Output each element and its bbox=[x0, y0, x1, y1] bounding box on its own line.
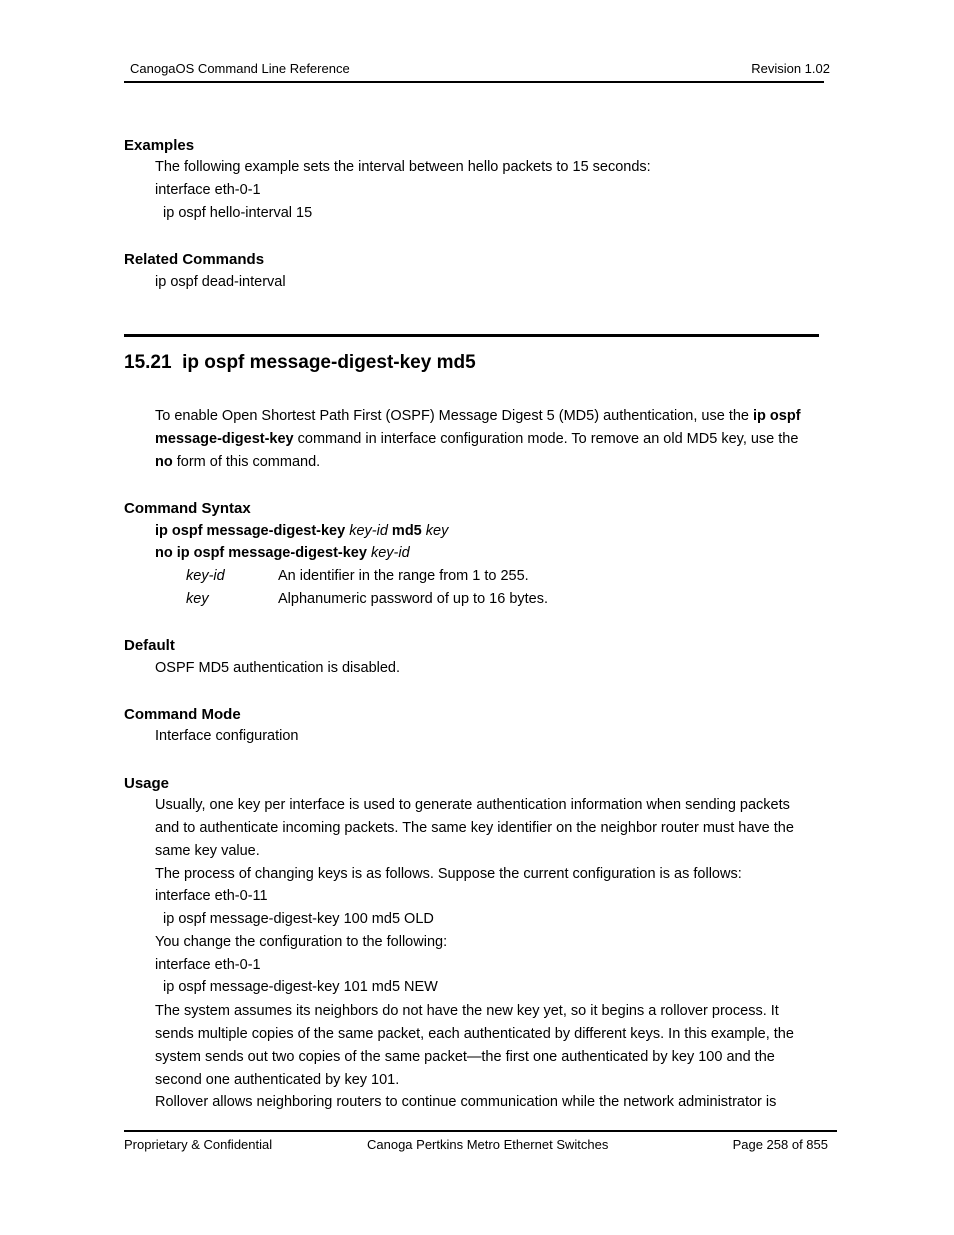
usage-line: sends multiple copies of the same packet, each authenticated by different keys. In this example, the bbox=[155, 1026, 794, 1042]
syntax-command: ip ospf message-digest-key bbox=[155, 523, 346, 539]
default-text: OSPF MD5 authentication is disabled. bbox=[155, 660, 401, 676]
usage-line: ip ospf message-digest-key 100 md5 OLD bbox=[155, 911, 434, 927]
related-heading: Related Commands bbox=[124, 251, 265, 268]
intro-bold: no bbox=[155, 454, 173, 470]
usage-line: interface eth-0-1 bbox=[155, 957, 261, 973]
usage-line: same key value. bbox=[155, 843, 260, 859]
header-revision: Revision 1.02 bbox=[751, 61, 830, 76]
usage-line: system sends out two copies of the same packet—the first one authenticated by key 100 and the bbox=[155, 1049, 775, 1065]
param-name: key bbox=[186, 591, 209, 607]
syntax-line bbox=[155, 520, 448, 543]
default-heading: Default bbox=[124, 637, 175, 654]
syntax-line bbox=[155, 542, 410, 565]
usage-line: Usually, one key per interface is used to generate authentication information when sending packets bbox=[155, 797, 790, 813]
syntax-heading: Command Syntax bbox=[124, 500, 251, 517]
usage-heading: Usage bbox=[124, 775, 170, 792]
usage-line: You change the configuration to the following: bbox=[155, 934, 448, 950]
param-description: Alphanumeric password of up to 16 bytes. bbox=[278, 591, 549, 607]
intro-line bbox=[155, 451, 320, 474]
footer-confidential: Proprietary & Confidential bbox=[124, 1137, 273, 1152]
usage-line: The system assumes its neighbors do not have the new key yet, so it begins a rollover process. It bbox=[155, 1003, 779, 1019]
intro-bold: ip ospf bbox=[753, 408, 801, 424]
syntax-argument: key-id bbox=[349, 523, 388, 539]
examples-code-line: interface eth-0-1 bbox=[155, 182, 261, 198]
footer-product: Canoga Pertkins Metro Ethernet Switches bbox=[367, 1137, 609, 1152]
usage-line: Rollover allows neighboring routers to continue communication while the network administrator is bbox=[155, 1094, 777, 1110]
section-rule bbox=[124, 334, 819, 337]
intro-text: command in interface configuration mode. To remove an old MD5 key, use the bbox=[293, 431, 799, 447]
usage-line: second one authenticated by key 101. bbox=[155, 1072, 400, 1088]
usage-line: interface eth-0-11 bbox=[155, 888, 268, 904]
header-doc-title: CanogaOS Command Line Reference bbox=[130, 61, 350, 76]
usage-line: and to authenticate incoming packets. The same key identifier on the neighbor router must have the bbox=[155, 820, 794, 836]
section-title bbox=[124, 351, 476, 374]
syntax-command: no ip ospf message-digest-key bbox=[155, 545, 367, 561]
syntax-keyword: md5 bbox=[391, 523, 422, 539]
section-title-text: ip ospf message-digest-key md5 bbox=[182, 352, 476, 373]
intro-text: form of this command. bbox=[172, 454, 321, 470]
syntax-argument: key-id bbox=[370, 545, 410, 561]
intro-line bbox=[155, 428, 798, 451]
footer-rule bbox=[124, 1130, 837, 1132]
syntax-argument: key bbox=[425, 523, 449, 539]
examples-intro: The following example sets the interval between hello packets to 15 seconds: bbox=[155, 159, 651, 175]
intro-text: To enable Open Shortest Path First (OSPF) Message Digest 5 (MD5) authentication, use the bbox=[155, 408, 754, 424]
related-command: ip ospf dead-interval bbox=[155, 274, 286, 290]
section-number: 15.21 bbox=[124, 352, 172, 373]
examples-heading: Examples bbox=[124, 137, 195, 154]
param-description: An identifier in the range from 1 to 255. bbox=[278, 568, 529, 584]
usage-line: The process of changing keys is as follows. Suppose the current configuration is as follows: bbox=[155, 866, 742, 882]
mode-text: Interface configuration bbox=[155, 728, 299, 744]
intro-line bbox=[155, 405, 801, 428]
intro-bold: message-digest-key bbox=[155, 431, 294, 447]
param-name: key-id bbox=[186, 568, 225, 584]
footer-page-number: Page 258 of 855 bbox=[732, 1137, 828, 1152]
header-rule bbox=[124, 81, 824, 83]
examples-code-line: ip ospf hello-interval 15 bbox=[155, 205, 313, 221]
usage-line: ip ospf message-digest-key 101 md5 NEW bbox=[155, 979, 438, 995]
mode-heading: Command Mode bbox=[124, 706, 241, 723]
